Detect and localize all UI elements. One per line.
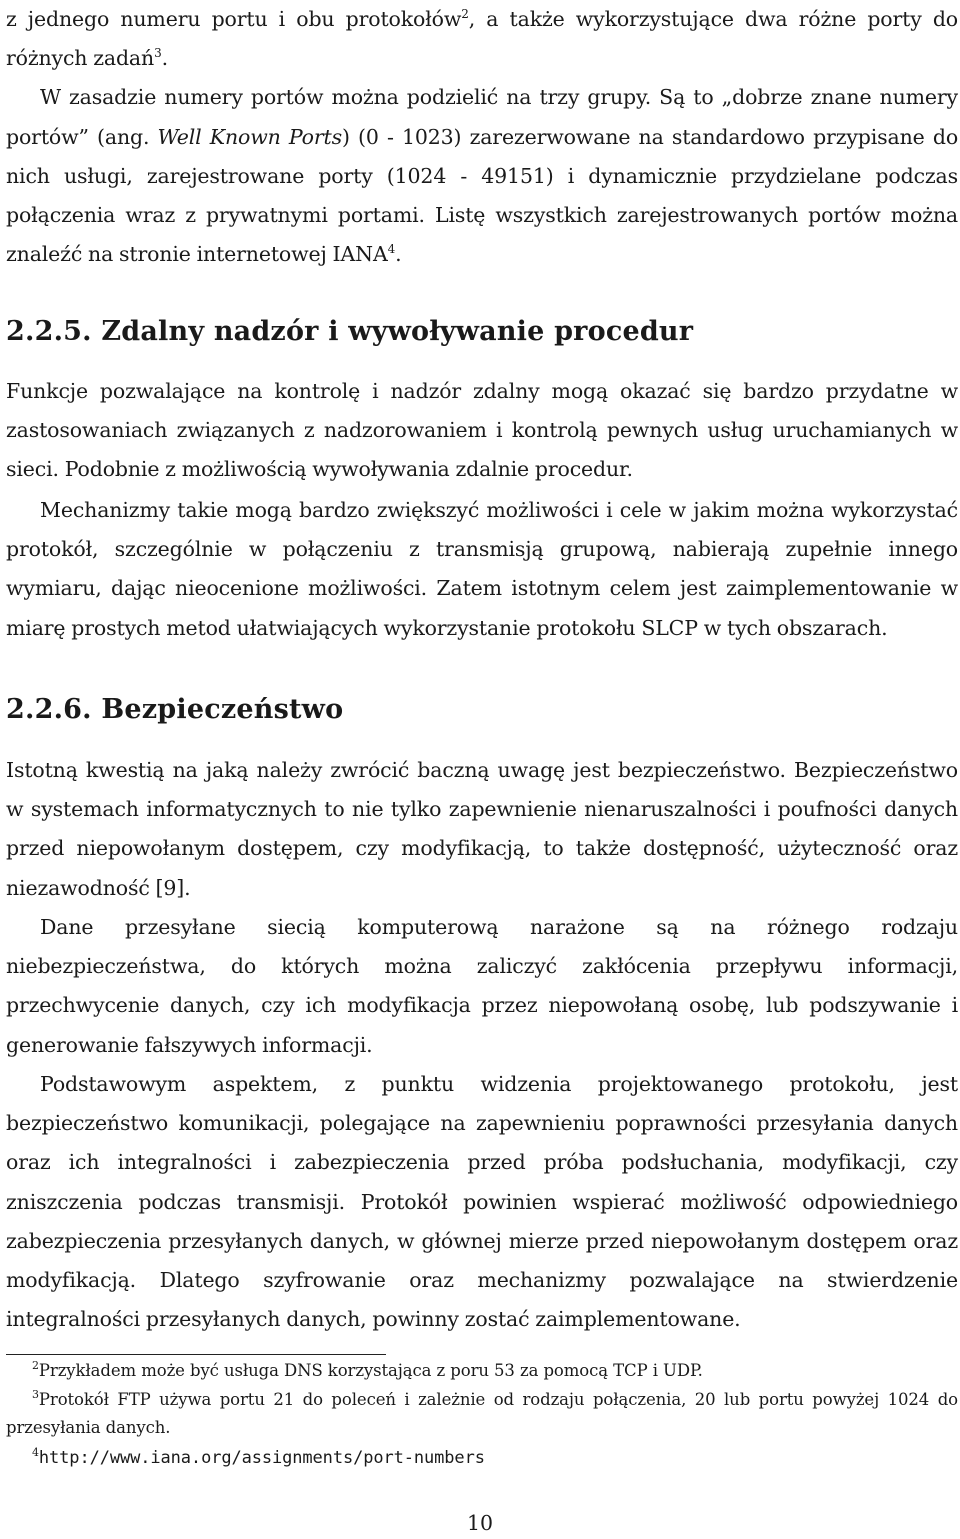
text-run: ) (0 - 1023) zarezerwowane na standardowo przypisane do nich usługi, zarejestrowane porty (1024 - 49151) i dynamicznie przydzielane podczas połączenia wraz z prywatnymi portami. Listę wszystkich zarejestrowanych portów można znaleźć na stronie internetowej IANA (6, 124, 959, 267)
footnote-4 (6, 1444, 958, 1472)
page-number: 10 (466, 1511, 494, 1535)
footnote-text: Protokół FTP używa portu 21 do poleceń i zależnie od rodzaju połączenia, 20 lub portu powyżej 1024 do przesyłania danych. (6, 1390, 958, 1437)
section-heading-remote-control: 2.2.5. Zdalny nadzór i wywoływanie procedur (6, 316, 694, 347)
footnote-link[interactable]: http://www.iana.org/assignments/port-numbers (38, 1448, 485, 1468)
italic-term: Well Known Ports (157, 124, 342, 149)
text-run: , a także wykorzystujące dwa różne porty do różnych zadań (6, 7, 958, 71)
footnote-divider (6, 1354, 386, 1355)
text-run: z jednego numeru portu i obu protokołów (6, 7, 462, 31)
footnote-ref-4[interactable]: 4 (387, 242, 396, 257)
text-run: W zasadzie numery portów można podzielić na trzy grupy. Są to „dobrze znane numery portów” (ang. (6, 85, 958, 149)
footnote-ref-2[interactable]: 2 (461, 7, 469, 21)
footnote-number: 3 (32, 1388, 39, 1401)
footnote-2 (6, 1357, 958, 1385)
paragraph-security-3: Podstawowym aspektem, z punktu widzenia projektowanego protokołu, jest bezpieczeństwo komunikacji, polegające na zapewnieniu poprawności przesyłania danych oraz ich integralności i zabezpieczenia przed próba podsłuchania, modyfikacji, czy zniszczenia podczas transmisji. Protokół powinien wspierać możliwość odpowiedniego zabezpieczenia przesyłanych danych, w głównej mierze przed niepowołanym dostępem oraz modyfikacją. Dlatego szyfrowanie oraz mechanizmy pozwalające na stwierdzenie integralności przesyłanych danych, powinny zostać zaimplementowane. (6, 1072, 958, 1332)
paragraph-ports-intro (6, 0, 958, 78)
paragraph-security-2: Dane przesyłane siecią komputerową narażone są na różnego rodzaju niebezpieczeństwa, do których można zaliczyć zakłócenia przepływu informacji, przechwycenie danych, czy ich modyfikacja przez niepowołaną osobę, lub podszywanie i generowanie fałszywych informacji. (6, 915, 958, 1057)
footnote-text: Przykładem może być usługa DNS korzystająca z poru 53 za pomocą TCP i UDP. (38, 1361, 703, 1380)
footnote-ref-3[interactable]: 3 (154, 46, 162, 61)
footnote-number: 2 (32, 1359, 39, 1372)
paragraph-security-1: Istotną kwestią na jaką należy zwrócić baczną uwagę jest bezpieczeństwo. Bezpieczeństwo w systemach informatycznych to nie tylko zapewnienie nienaruszalności i poufności danych przed niepowołanym dostępem, czy modyfikacją, to także dostępność, użyteczność oraz niezawodność [9]. (6, 758, 958, 900)
text-run: . (161, 46, 168, 71)
intro-paragraphs (6, 0, 958, 274)
footnote-number: 4 (32, 1446, 39, 1459)
paragraph-port-groups (6, 78, 958, 274)
text-run: . (395, 242, 402, 267)
section-heading-security: 2.2.6. Bezpieczeństwo (6, 694, 344, 725)
footnote-3 (6, 1386, 958, 1442)
paragraph-remote-control-1: Funkcje pozwalające na kontrolę i nadzór zdalny mogą okazać się bardzo przydatne w zastosowaniach związanych z nadzorowaniem i kontrolą pewnych usług uruchamianych w sieci. Podobnie z możliwością wywoływania zdalnie procedur. (6, 379, 958, 482)
paragraph-remote-control-2: Mechanizmy takie mogą bardzo zwiększyć możliwości i cele w jakim można wykorzystać protokół, szczególnie w połączeniu z transmisją grupową, nabierają zupełnie innego wymiaru, dając nieocenione możliwości. Zatem istotnym celem jest zaimplementowanie w miarę prostych metod ułatwiających wykorzystanie protokołu SLCP w tych obszarach. (6, 498, 958, 640)
